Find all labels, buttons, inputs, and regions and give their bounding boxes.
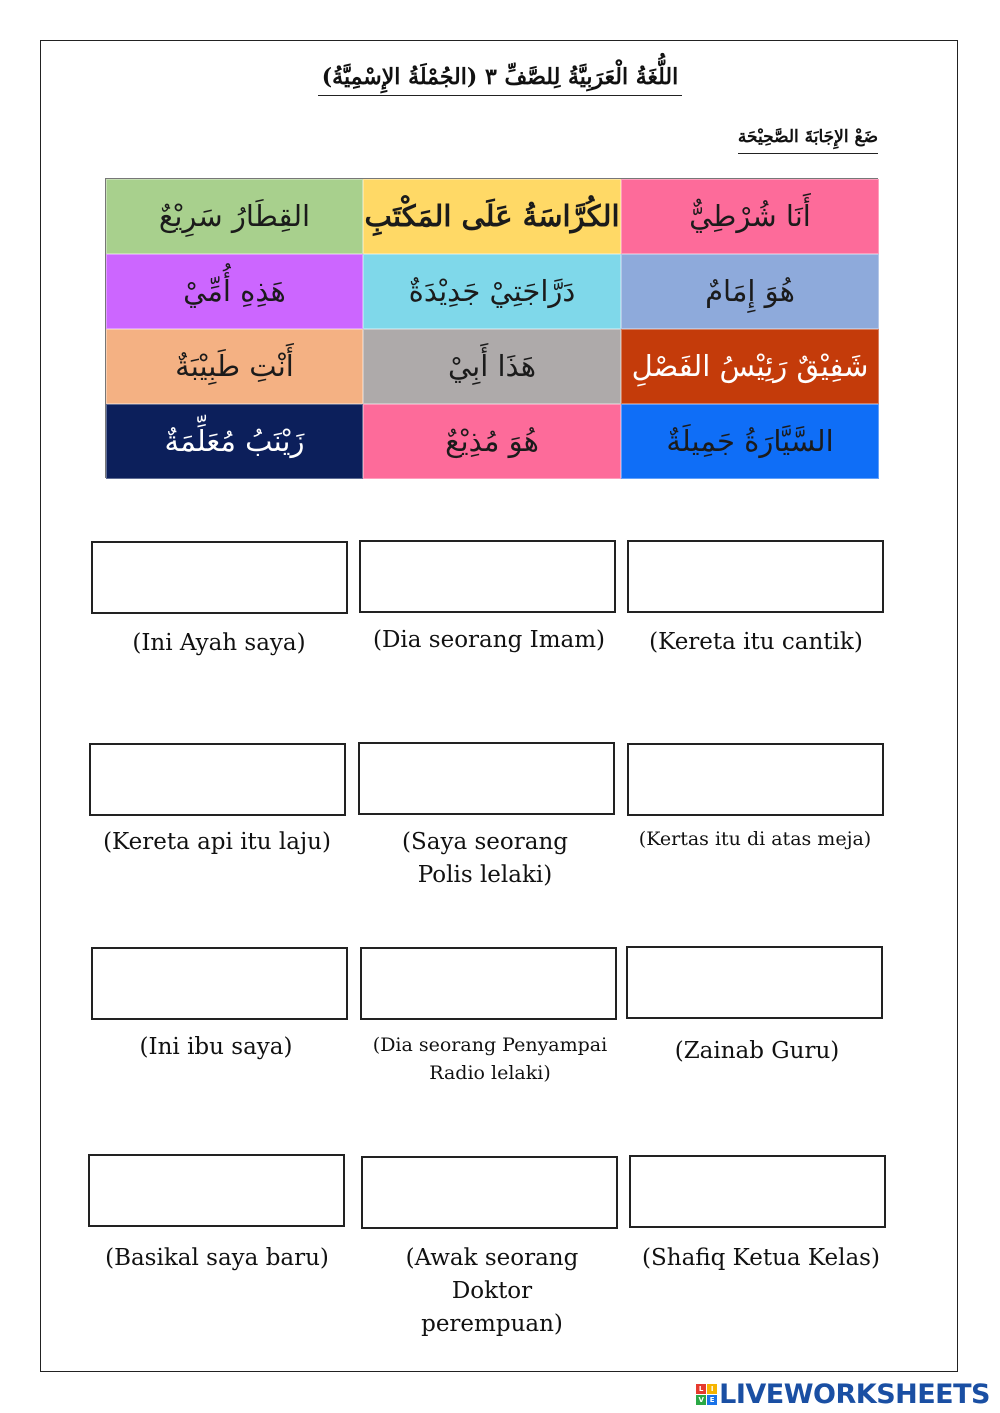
sentence-grid [105,178,878,478]
liveworksheets-logo-icon [696,1384,717,1405]
answer-label: (Ini Ayah saya) [132,630,306,656]
grid-cell[interactable]: الكُرَّاسَةُ عَلَى المَكْتَبِ [363,179,621,254]
instruction-text: ضَعْ الإِجَابَةَ الصَّحِيْحَة [738,124,878,154]
grid-cell[interactable]: أَنْتِ طَبِيْبَةٌ [106,329,363,404]
answer-box-kertas-itu-di-atas-meja[interactable] [627,743,884,816]
answer-label: (Kereta api itu laju) [103,829,331,855]
grid-cell[interactable]: هُوَ مُذِيْعٌ [363,404,621,479]
brand-text: LIVEWORKSHEETS [719,1378,990,1410]
worksheet-title: اللُّغَةُ الْعَرَبِيَّةُ لِلصَّفِّ ٣ (الجُمْلَةُ الإِسْمِيَّةُ) [318,62,682,96]
answer-box-ini-ayah-saya[interactable] [91,541,348,614]
answer-box-saya-seorang-polis[interactable] [358,742,615,815]
worksheet-title-wrap [0,62,1000,96]
answer-label: (Kertas itu di atas meja) [638,828,872,850]
grid-cell[interactable]: هُوَ إِمَامٌ [621,254,879,329]
grid-cell[interactable]: السَّيَّارَةُ جَمِيلَةٌ [621,404,879,479]
answer-box-kereta-api-itu-laju[interactable] [89,743,346,816]
grid-cell[interactable]: هَذِهِ أُمِّيْ [106,254,363,329]
answer-label: (Shafiq Ketua Kelas) [642,1245,880,1271]
answer-box-penyampai-radio[interactable] [360,947,617,1020]
answer-box-kereta-itu-cantik[interactable] [627,540,884,613]
grid-cell[interactable]: شَفِيْقٌ رَئِيْسُ الفَصْلِ [621,329,879,404]
answer-box-awak-seorang-doktor[interactable] [361,1156,618,1229]
logo-letter: I [707,1384,717,1394]
answer-box-zainab-guru[interactable] [626,946,883,1019]
answer-box-basikal-saya-baru[interactable] [88,1154,345,1227]
grid-cell[interactable]: أَنَا شُرْطِيٌّ [621,179,879,254]
answer-box-shafiq-ketua-kelas[interactable] [629,1155,886,1228]
grid-cell[interactable]: زَيْنَبُ مُعَلِّمَةٌ [106,404,363,479]
answer-label: (Dia seorang Imam) [373,627,605,653]
answer-label: (Saya seorang Polis lelaki) [402,829,568,888]
logo-letter: L [696,1384,706,1394]
answer-label: (Awak seorang Doktor perempuan) [405,1245,579,1337]
liveworksheets-branding[interactable] [696,1378,990,1410]
answer-label: (Ini ibu saya) [139,1034,293,1060]
answer-box-dia-seorang-imam[interactable] [359,540,616,613]
answer-label: (Zainab Guru) [674,1038,840,1064]
logo-letter: V [696,1395,706,1405]
answer-label: (Dia seorang Penyampai Radio lelaki) [372,1034,608,1084]
answer-box-ini-ibu-saya[interactable] [91,947,348,1020]
answer-label: (Kereta itu cantik) [649,629,863,655]
logo-letter: E [707,1395,717,1405]
answer-label: (Basikal saya baru) [105,1245,329,1271]
grid-cell[interactable]: القِطَارُ سَرِيْعٌ [106,179,363,254]
grid-cell[interactable]: هَذَا أَبِيْ [363,329,621,404]
grid-cell[interactable]: دَرَّاجَتِيْ جَدِيْدَةٌ [363,254,621,329]
